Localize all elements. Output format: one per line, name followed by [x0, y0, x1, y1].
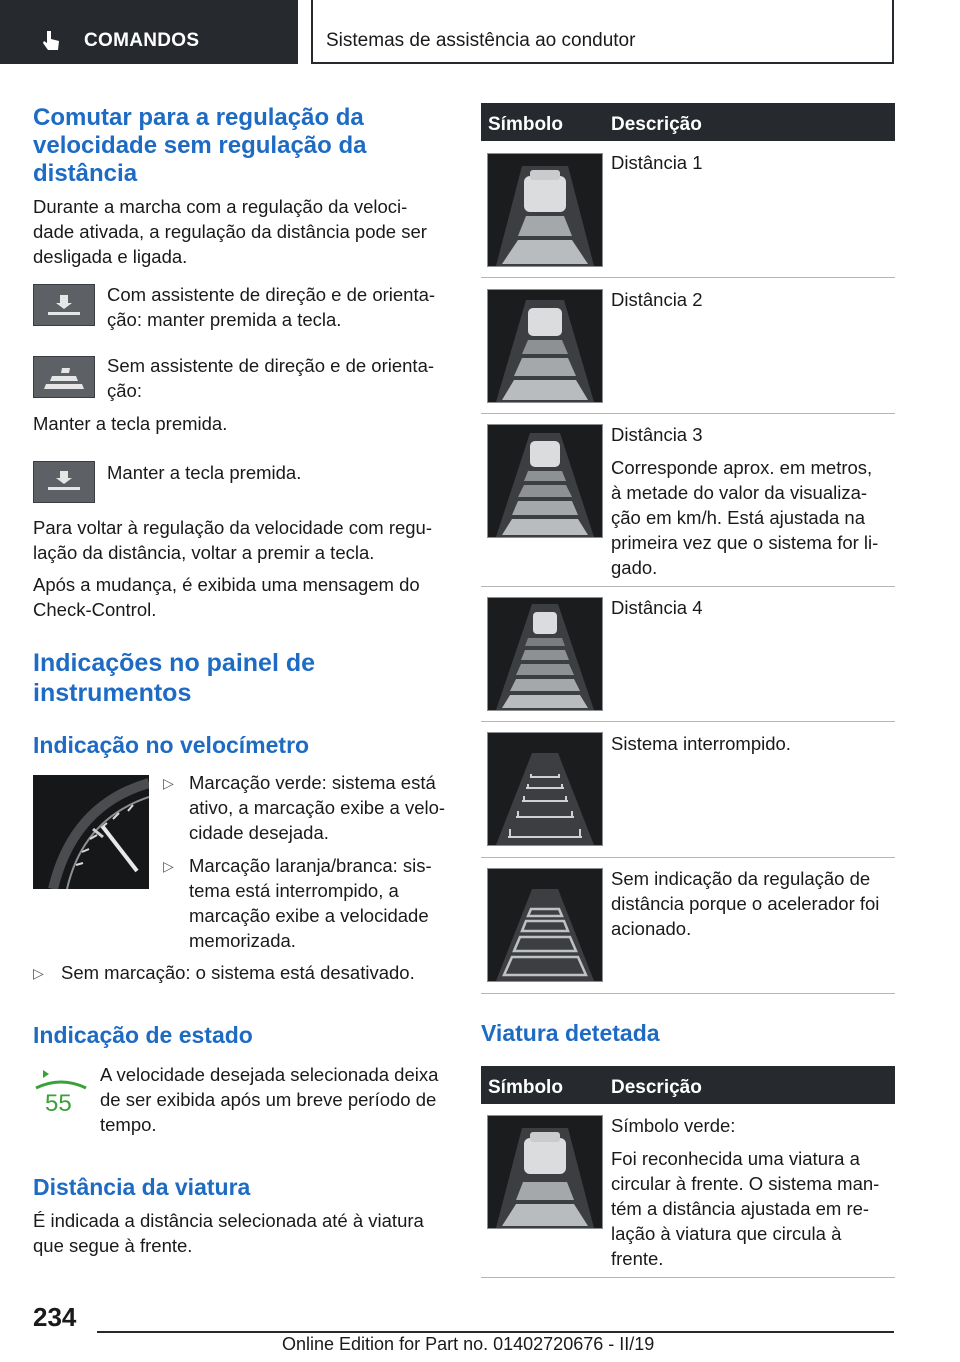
speedometer-bullets	[163, 770, 453, 953]
table1-row-divider	[481, 857, 895, 858]
heading-vehicle-distance: Distância da viatura	[33, 1174, 251, 1200]
heading-status: Indicação de estado	[33, 1022, 253, 1048]
triangle-bullet-icon: ▷	[33, 965, 44, 981]
footer-edition: Online Edition for Part no. 01402720676 - II/19	[282, 1334, 655, 1354]
table2-col-symbol: Símbolo	[488, 1077, 563, 1098]
distance-description: É indicada a distância selecionada até à viatura que segue à frente.	[33, 1210, 424, 1256]
table2-row-divider	[481, 1277, 895, 1278]
table1-col-description: Descrição	[611, 114, 702, 135]
table1-row-divider	[481, 586, 895, 587]
lane-distance-button-icon	[34, 357, 94, 397]
heading-switch-mode: Comutar para a regulação da velocidade sem regulação da distância	[33, 104, 367, 187]
heading-speedometer: Indicação no velocímetro	[33, 732, 310, 758]
table1-row-divider	[481, 413, 895, 414]
paragraph-hold-key: Manter a tecla premida.	[33, 413, 228, 434]
steering-assist-button-image	[33, 284, 95, 326]
status-speed-value: 55	[45, 1090, 72, 1117]
distance-button-image	[33, 461, 95, 503]
distance-key-icon	[34, 462, 94, 502]
triangle-bullet-icon: ▷	[163, 858, 174, 874]
table1-row-divider	[481, 721, 895, 722]
bullet-green-mark: Marcação verde: sistema está ativo, a marcação exibe a velo- cidade desejada.	[189, 772, 446, 843]
table2-col-description: Descrição	[611, 1077, 702, 1098]
table1-row5-desc: Sistema interrompido.	[611, 733, 791, 754]
paragraph-intro: Durante a marcha com a regulação da veloci- dade ativada, a regulação da distância pode ser desligada e ligada.	[33, 196, 427, 267]
hand-touch-icon	[38, 28, 64, 54]
table1-row1-desc: Distância 1	[611, 152, 703, 173]
distance-3-icon	[487, 424, 603, 538]
status-description: A velocidade desejada selecionada deixa de ser exibida após um breve período de tempo.	[100, 1064, 439, 1135]
heading-vehicle-detected: Viatura detetada	[481, 1020, 660, 1046]
button2-description: Sem assistente de direção e de orienta- ção:	[107, 355, 435, 401]
table1-col-symbol: Símbolo	[488, 114, 563, 135]
triangle-bullet-icon: ▷	[163, 775, 174, 791]
distance-button-icon	[34, 285, 94, 325]
distance-4-icon	[487, 597, 603, 711]
button3-description: Manter a tecla premida.	[107, 462, 302, 483]
table2-row-desc: Símbolo verde: Foi reconhecida uma viatura a circular à frente. O sistema man- tém a distância ajustada em re- lação à viatura que circula à frente.	[611, 1115, 880, 1269]
heading-instruments: Indicações no painel de instrumentos	[33, 649, 316, 707]
paragraph-return: Para voltar à regulação da velocidade com regu- lação da distância, voltar a premir a tecla.	[33, 517, 433, 563]
footer-rule	[97, 1331, 894, 1333]
speedometer-image	[33, 775, 149, 889]
table1-row4-desc: Distância 4	[611, 597, 703, 618]
page-number: 234	[33, 1302, 77, 1332]
table1-row-divider	[481, 277, 895, 278]
system-interrupted-icon	[487, 732, 603, 846]
paragraph-check-control: Após a mudança, é exibida uma mensagem do Check-Control.	[33, 574, 420, 620]
header-section-title: COMANDOS	[84, 30, 200, 51]
header-chapter-title: Sistemas de assistência ao condutor	[326, 30, 636, 51]
speedometer-icon	[33, 775, 149, 889]
vehicle-detected-icon	[487, 1115, 603, 1229]
no-steering-assist-button-image	[33, 356, 95, 398]
table1-row2-desc: Distância 2	[611, 289, 703, 310]
no-distance-control-icon	[487, 868, 603, 982]
distance-2-icon	[487, 289, 603, 403]
button1-description: Com assistente de direção e de orienta- ção: manter premida a tecla.	[107, 284, 436, 330]
table1-row-divider	[481, 993, 895, 994]
distance-1-icon	[487, 153, 603, 267]
bullet-no-mark: Sem marcação: o sistema está desativado.	[61, 962, 415, 983]
bullet-orange-mark: Marcação laranja/branca: sis- tema está interrompido, a marcação exibe a velocidade memorizada.	[189, 855, 432, 951]
table1-row6-desc: Sem indicação da regulação de distância porque o acelerador foi acionado.	[611, 868, 880, 939]
table1-row3-desc: Distância 3 Corresponde aprox. em metros, à metade do valor da visualiza- ção em km/h. Está ajustada na primeira vez que o sistema for li- gado.	[611, 424, 879, 578]
